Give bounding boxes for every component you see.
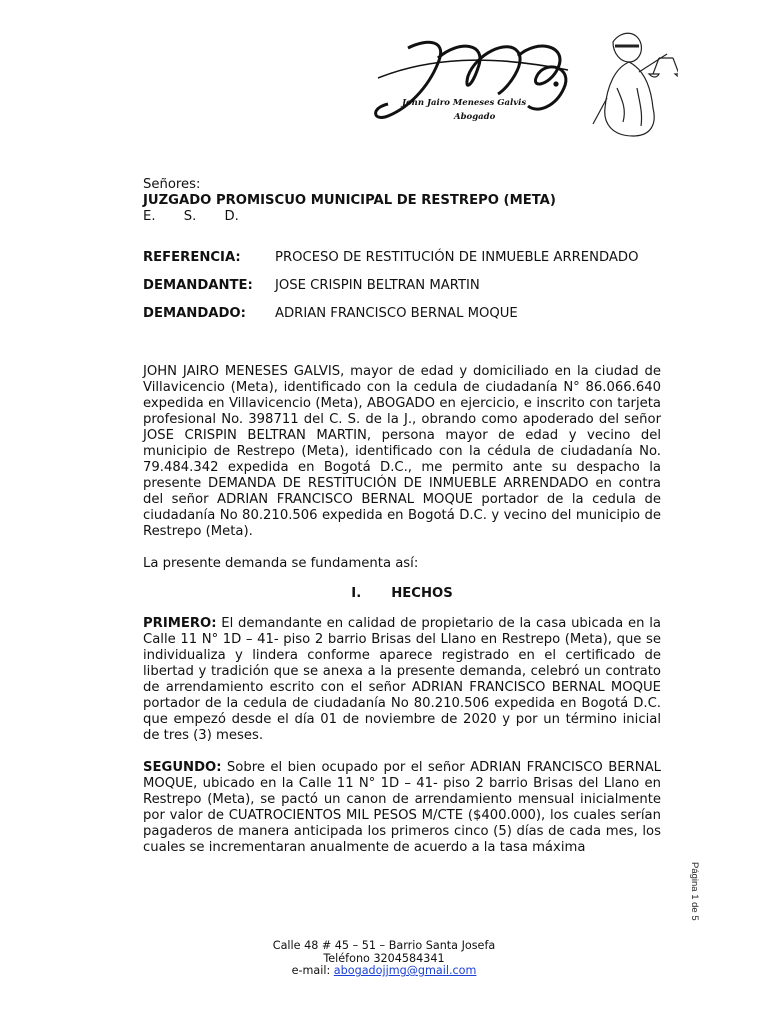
- ref-value: JOSE CRISPIN BELTRAN MARTIN: [275, 278, 480, 293]
- fundament-line: La presente demanda se fundamenta así:: [143, 556, 419, 571]
- esd-line: E. S. D.: [143, 209, 239, 224]
- ref-row-referencia: [143, 250, 661, 266]
- ref-value: PROCESO DE RESTITUCIÓN DE INMUEBLE ARRENDADO: [275, 250, 639, 265]
- footer: [0, 940, 768, 978]
- logo-title: Abogado: [454, 112, 496, 122]
- ref-label: DEMANDANTE:: [143, 278, 253, 293]
- segundo-text: Sobre el bien ocupado por el señor ADRIAN FRANCISCO BERNAL MOQUE, ubicado en la Calle 11 N° 1D – 41- piso 2 barrio Brisas del Llano en Restrepo (Meta), se pactó un canon de arrendamiento mensual inicialmente por valor de CUATROCIENTOS MIL PESOS M/CTE ($400.000), los cuales serían pagaderos de manera anticipada los primeros cinco (5) días de cada mes, los cuales se incrementaran anualmente de acuerdo a la tasa máxima: [143, 760, 661, 855]
- page-number: Página 1 de 5: [689, 862, 700, 921]
- ref-label: DEMANDADO:: [143, 306, 246, 321]
- intro-paragraph: JOHN JAIRO MENESES GALVIS, mayor de edad y domiciliado en la ciudad de Villavicencio (Meta), identificado con la cedula de ciudadanía N° 86.066.640 expedida en Villavicencio (Meta), ABOGADO en ejercicio, e inscrito con tarjeta profesional No. 398711 del C. S. de la J., obrando como apoderado del señor JOSE CRISPIN BELTRAN MARTIN, persona mayor de edad y vecino del municipio de Restrepo (Meta), identificado con la cédula de ciudadanía No. 79.484.342 expedida en Bogotá D.C., me permito ante su despacho la presente DEMANDA DE RESTITUCIÓN DE INMUEBLE ARRENDADO en contra del señor ADRIAN FRANCISCO BERNAL MOQUE portador de la cedula de ciudadanía No 80.210.506 expedida en Bogotá D.C. y vecino del municipio de Restrepo (Meta).: [143, 364, 661, 539]
- logo-name: John Jairo Meneses Galvis: [402, 98, 527, 108]
- section-heading: [143, 586, 661, 602]
- ref-label: REFERENCIA:: [143, 250, 241, 265]
- section-number: I.: [351, 586, 362, 601]
- ref-value: ADRIAN FRANCISCO BERNAL MOQUE: [275, 306, 518, 321]
- court-name: JUZGADO PROMISCUO MUNICIPAL DE RESTREPO (META): [143, 193, 556, 208]
- paragraph-primero: [143, 616, 661, 744]
- paragraph-segundo: [143, 760, 661, 856]
- primero-label: PRIMERO:: [143, 616, 217, 631]
- letter-body: [143, 177, 661, 856]
- letterhead-logo: [368, 28, 678, 140]
- segundo-label: SEGUNDO:: [143, 760, 222, 775]
- footer-email-label: e-mail:: [291, 964, 331, 977]
- salutation: Señores:: [143, 177, 201, 192]
- section-title: HECHOS: [391, 586, 453, 601]
- ref-row-demandado: [143, 306, 661, 322]
- primero-text: El demandante en calidad de propietario de la casa ubicada en la Calle 11 N° 1D – 41- piso 2 barrio Brisas del Llano en Restrepo (Meta), que se individualiza y lindera conforme aparece registrado en el certificado de libertad y tradición que se anexa a la presente demanda, celebró un contrato de arrendamiento escrito con el señor ADRIAN FRANCISCO BERNAL MOQUE portador de la cedula de ciudadanía No 80.210.506 expedida en Bogotá D.C. que empezó desde el día 01 de noviembre de 2020 y por un término inicial de tres (3) meses.: [143, 616, 661, 743]
- footer-email-link[interactable]: abogadojjmg@gmail.com: [333, 964, 477, 977]
- footer-email-line: [0, 965, 768, 978]
- ref-row-demandante: [143, 278, 661, 294]
- footer-phone: Teléfono 3204584341: [323, 951, 445, 965]
- signature-monogram-icon: [368, 28, 678, 140]
- footer-address: Calle 48 # 45 – 51 – Barrio Santa Josefa: [272, 939, 496, 952]
